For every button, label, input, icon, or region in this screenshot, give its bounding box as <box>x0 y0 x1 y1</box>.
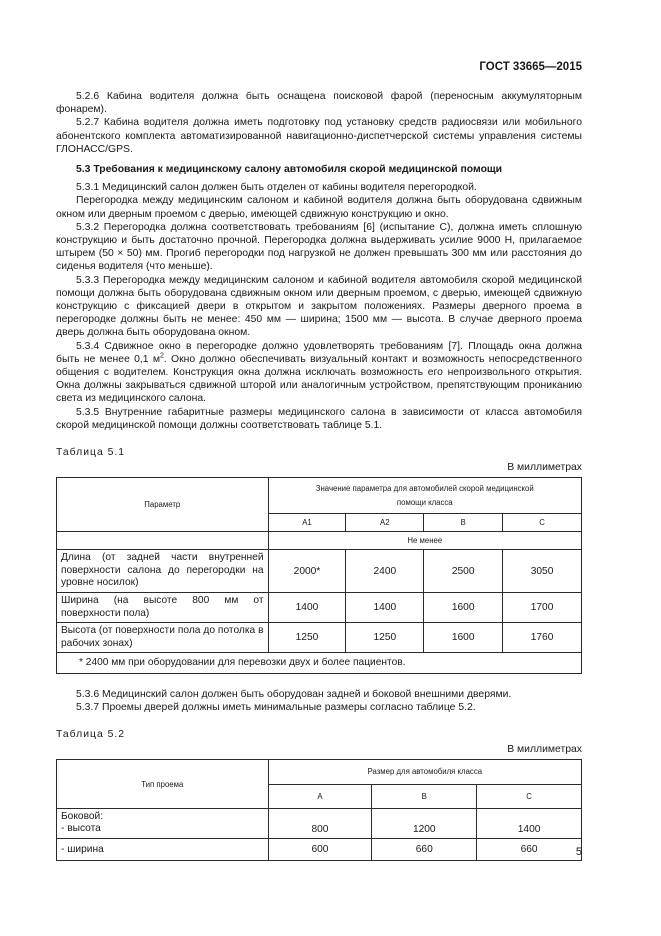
paragraph-5-3-1: 5.3.1 Медицинский салон должен быть отделен от кабины водителя перегородкой. <box>76 182 477 194</box>
type-label: - высота <box>61 823 101 835</box>
paragraph-5-2-6: 5.2.6 Кабина водителя должна быть оснащена поисковой фарой (переносным аккумуляторным фонарем). <box>56 91 582 116</box>
value-cell: 1400 <box>268 593 346 623</box>
value-cell: 1250 <box>268 623 346 653</box>
value-cell: 1400 <box>346 593 424 623</box>
value-cell: 1400 <box>477 808 582 838</box>
min-label: Не менее <box>268 532 581 550</box>
paragraph-5-2-7: 5.2.7 Кабина водителя должна иметь подготовку под установку средств радиосвязи или мобильного абонентского комплекта автоматизированной навигационно-диспетчерской системы управления системы ГЛОНАСС/GPS. <box>56 117 582 155</box>
size-header: Размер для автомобиля класса <box>268 760 581 784</box>
value-cell: 2400 <box>346 550 424 593</box>
table-5-1-unit: В миллиметрах <box>507 462 582 474</box>
table-row <box>57 593 582 623</box>
empty-cell <box>57 532 269 550</box>
table-row <box>57 550 582 593</box>
value-cell: 1700 <box>503 593 582 623</box>
type-group-label: Боковой: <box>61 810 104 822</box>
table-5-2-caption: Таблица 5.2 <box>56 729 126 741</box>
table-5-2-unit: В миллиметрах <box>507 744 582 756</box>
value-cell: 800 <box>268 808 372 838</box>
type-header: Тип проема <box>57 760 269 808</box>
paragraph-5-3-4-part2: . Окно должно обеспечивать визуальный контакт и возможность непосредственного общения с водителем. Конструкция окна должна исключать возможность его непроизвольного открытия. Окна должны закрываться сдвижной шторой или аналогичным устройством, препятствующим прониканию света из медицинского салона. <box>56 353 582 405</box>
value-cell: 660 <box>372 839 477 861</box>
class-header: C <box>503 513 582 531</box>
document-code: ГОСТ 33665—2015 <box>479 61 582 73</box>
table-5-1 <box>56 477 582 673</box>
value-header: Значение параметра для автомобилей скорой медицинской помощи класса <box>268 478 581 513</box>
table-5-2 <box>56 759 582 861</box>
table-row <box>57 808 582 838</box>
param-cell: Высота (от поверхности пола до потолка в рабочих зонах) <box>57 623 269 653</box>
class-header: A <box>268 784 372 808</box>
page-content <box>56 90 582 861</box>
paragraph-5-3-1-continued: Перегородка между медицинским салоном и кабиной водителя должна быть оборудована сдвижным окном или дверным проемом с дверью, имеющей сдвижную конструкцию и окно. <box>56 195 582 220</box>
param-header: Параметр <box>57 478 269 532</box>
value-cell: 1600 <box>424 593 503 623</box>
type-label: - ширина <box>57 839 269 861</box>
value-cell: 2000* <box>268 550 346 593</box>
value-cell: 2500 <box>424 550 503 593</box>
section-heading-5-3: 5.3 Требования к медицинскому салону автомобиля скорой медицинской помощи <box>76 164 503 176</box>
table-5-1-caption: Таблица 5.1 <box>56 447 126 459</box>
value-cell: 3050 <box>503 550 582 593</box>
class-header: B <box>424 513 503 531</box>
class-header: C <box>477 784 582 808</box>
value-cell: 1250 <box>346 623 424 653</box>
class-header: A2 <box>346 513 424 531</box>
class-header: A1 <box>268 513 346 531</box>
type-cell <box>57 808 269 838</box>
paragraph-5-3-6: 5.3.6 Медицинский салон должен быть оборудован задней и боковой внешними дверями. <box>76 688 512 700</box>
value-cell: 1600 <box>424 623 503 653</box>
param-cell: Ширина (на высоте 800 мм от поверхности пола) <box>57 593 269 623</box>
paragraph-5-3-4-part1: 5.3.4 Сдвижное окно в перегородке должно удовлетворять требованиям [7]. Площадь окна должна быть не менее 0,1 м <box>56 340 582 365</box>
paragraph-5-3-7: 5.3.7 Проемы дверей должны иметь минимальные размеры согласно таблице 5.2. <box>76 701 476 713</box>
page-number: 5 <box>575 846 582 858</box>
paragraph-5-3-2: 5.3.2 Перегородка должна соответствовать требованиям [6] (испытание С), должна иметь сплошную конструкцию и быть достаточно прочной. Перегородка должна выдерживать усилие 9000 Н, прилагаемое штырем (50 × 50) мм. Прогиб перегородки под нагрузкой не должен превышать 300 мм или расстояния до сиденья водителя (что меньше). <box>56 221 582 273</box>
value-cell: 1760 <box>503 623 582 653</box>
paragraph-5-3-5: 5.3.5 Внутренние габаритные размеры медицинского салона в зависимости от класса автомобиля скорой медицинской помощи должны соответствовать таблице 5.1. <box>56 406 582 431</box>
param-cell: Длина (от задней части внутренней поверхности салона до перегородки на уровне носилок) <box>57 550 269 593</box>
superscript: 2 <box>159 352 164 360</box>
table-footnote: * 2400 мм при оборудовании для перевозки двух и более пациентов. <box>57 653 582 673</box>
paragraph-5-3-3: 5.3.3 Перегородка между медицинским салоном и кабиной водителя автомобиля скорой медицинской помощи должна быть оборудована сдвижным окном или дверным проемом, с дверью, имеющей сдвижную конструкцию с фиксацией двери в открытом и закрытом положениях. Размеры дверного проема в перегородке должны быть не менее: 450 мм — ширина; 1500 мм — высота. В случае дверного проема дверь должна быть оборудована окном. <box>56 274 582 339</box>
class-header: B <box>372 784 477 808</box>
table-row <box>57 623 582 653</box>
value-cell: 660 <box>477 839 582 861</box>
value-cell: 600 <box>268 839 372 861</box>
table-row <box>57 839 582 861</box>
value-cell: 1200 <box>372 808 477 838</box>
paragraph-5-3-4 <box>56 340 582 406</box>
